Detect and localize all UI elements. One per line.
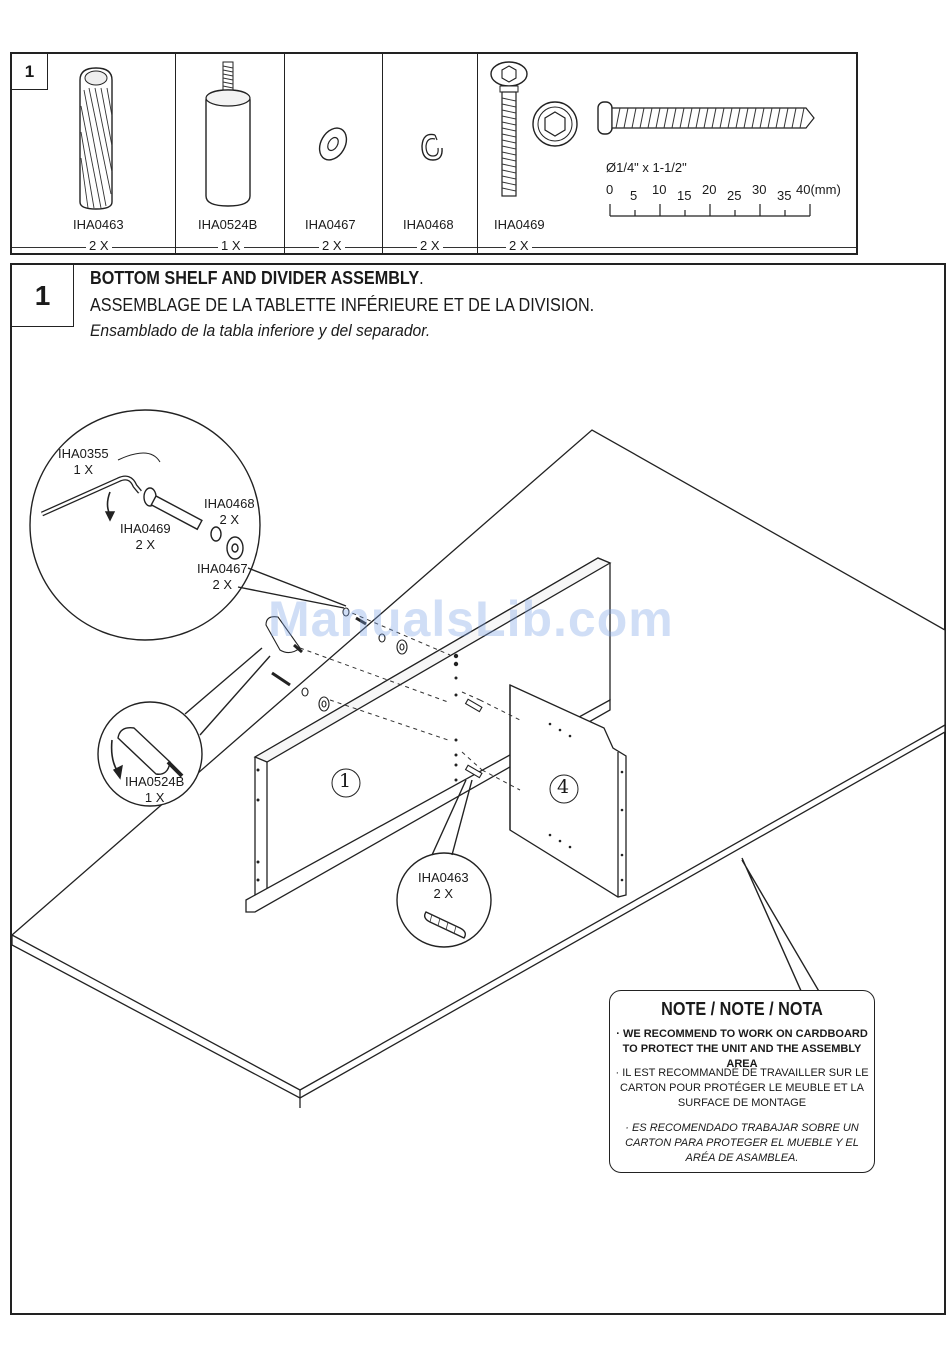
callout-hex-key [58, 446, 109, 478]
callout-barrel-nut [125, 774, 184, 806]
ruler-tick-label: 40(mm) [796, 182, 841, 197]
part-code: IHA0468 [403, 217, 454, 232]
callout-qty: 2 X [212, 577, 233, 592]
note-spanish: · ES RECOMENDADO TRABAJAR SOBRE UN CARTON PARA PROTEGER EL MUEBLE Y EL ARÉA DE ASAMBLEA. [625, 1122, 859, 1164]
ruler-tick-label: 25 [727, 188, 742, 203]
callout-code: IHA0467 [197, 561, 248, 576]
part-code: IHA0524B [198, 217, 258, 232]
callout-qty: 2 X [433, 886, 454, 901]
callout-bolt [120, 521, 171, 553]
parts-step-number: 1 [12, 54, 48, 90]
part-quantity: 2 X [417, 238, 443, 253]
part-quantity: 2 X [506, 238, 532, 253]
ruler-tick-label: 30 [752, 182, 767, 197]
ruler-tick-label: 5 [630, 188, 638, 203]
note-title: NOTE / NOTE / NOTA [661, 999, 823, 1019]
callout-code: IHA0524B [125, 774, 185, 789]
callout-code: IHA0469 [120, 521, 171, 536]
ruler-tick-label: 35 [777, 188, 792, 203]
note-french: · IL EST RECOMMANDÉ DE TRAVAILLER SUR LE CARTON POUR PROTÉGER LE MEUBLE ET LA SURFACE DE MONTAGE [615, 1067, 869, 1109]
callout-qty: 1 X [73, 462, 94, 477]
step-title-english-text: BOTTOM SHELF AND DIVIDER ASSEMBLY [90, 268, 420, 288]
step-number: 1 [12, 265, 74, 327]
callout-qty: 1 X [144, 790, 165, 805]
ruler-tick-label: 0 [606, 182, 614, 197]
note-english: · WE RECOMMEND TO WORK ON CARDBOARD TO PROTECT THE UNIT AND THE ASSEMBLY AREA [616, 1028, 868, 1070]
ruler-tick-label: 10 [652, 182, 667, 197]
callout-code: IHA0463 [418, 870, 469, 885]
part-quantity: 1 X [218, 238, 244, 253]
callout-flat-washer [197, 561, 248, 593]
callout-lock-washer [204, 496, 255, 528]
callout-qty: 2 X [135, 537, 156, 552]
part-code: IHA0469 [494, 217, 545, 232]
shelf-panel-number: 1 [339, 770, 352, 792]
divider-panel-number: 4 [557, 776, 570, 798]
step-title-french: ASSEMBLAGE DE LA TABLETTE INFÉRIEURE ET DE LA DIVISION. [90, 295, 595, 315]
part-quantity: 2 X [86, 238, 112, 253]
step-title-period: . [419, 268, 424, 288]
part-code: IHA0467 [305, 217, 356, 232]
ruler-tick-label: 15 [677, 188, 692, 203]
watermark-text: ManualsLib.com [268, 591, 674, 647]
part-quantity: 2 X [319, 238, 345, 253]
step-title-spanish: Ensamblado de la tabla inferiore y del separador. [90, 321, 431, 340]
screw-size-spec: Ø1/4" x 1-1/2" [606, 160, 687, 175]
callout-code: IHA0468 [204, 496, 255, 511]
part-code: IHA0463 [73, 217, 124, 232]
callout-dowel [418, 870, 469, 902]
callout-code: IHA0355 [58, 446, 109, 461]
ruler-tick-label: 20 [702, 182, 717, 197]
callout-qty: 2 X [219, 512, 240, 527]
note-box [609, 990, 875, 1173]
